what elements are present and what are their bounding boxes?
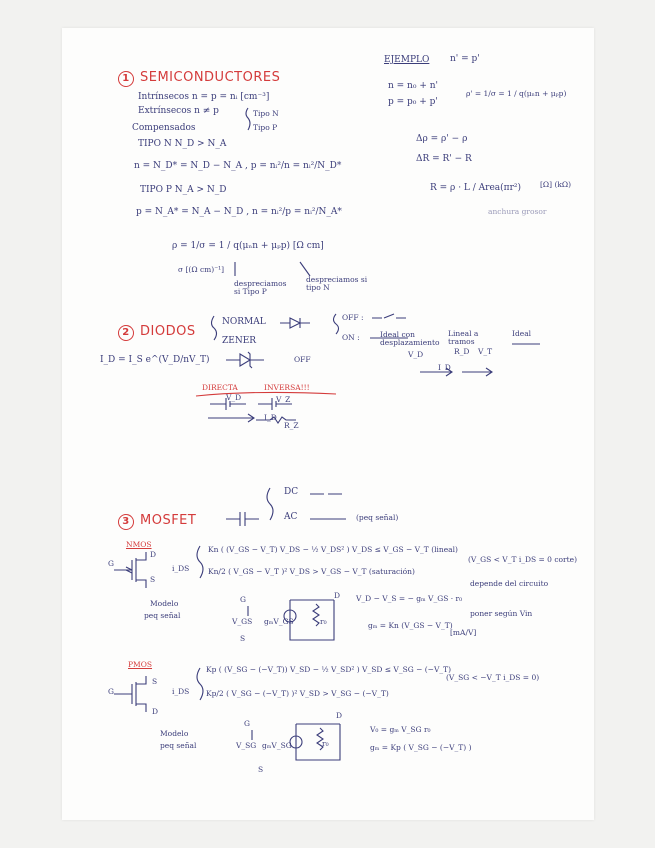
pmos-gm-eq: gₘ = Kp ( V_SG − (−V_T) ) <box>370 743 472 752</box>
nmos-gm-eq: gₘ = Kn (V_GS − V_T) <box>368 621 453 630</box>
tipo-n-equation: n = N_D* = N_D − N_A , p = nᵢ²/n = nᵢ²/N_D* <box>134 161 342 171</box>
tipo-n-label: Tipo N <box>253 109 279 118</box>
section-mosfet-title: 3 MOSFET <box>118 514 196 530</box>
nmos-g: G <box>108 559 114 568</box>
extrinsecos-line: Extrínsecos n ≠ p <box>138 106 219 116</box>
nmos-gm-units: [mA/V] <box>450 628 477 637</box>
pmos-corte: (V_SG < −V_T i_DS = 0) <box>446 673 540 682</box>
diodo-on-label: ON : <box>342 333 360 342</box>
tipo-n-cond: TIPO N N_D > N_A <box>138 139 227 149</box>
ideal-desplazamiento-label: Ideal con desplazamiento <box>380 330 440 347</box>
mosfet-peq-label: (peq señal) <box>356 513 399 522</box>
nmos-model-g: G <box>240 595 246 604</box>
mosfet-ac-label: AC <box>284 512 298 522</box>
anchura-note: anchura grosor <box>488 207 547 216</box>
ejercicio-p-eq: p = p₀ + p' <box>388 97 438 107</box>
pmos-model-g: G <box>244 719 250 728</box>
nmos-modelo-label: Modelo <box>150 599 179 608</box>
compensados-label: Compensados <box>132 123 196 133</box>
pmos-gain-eq: V₀ = gₘ V_SG r₀ <box>370 725 431 734</box>
directa-id-label: I_D <box>264 413 277 422</box>
diode-current-equation: I_D = I_S e^(V_D/nV_T) <box>100 355 210 365</box>
directa-vd-label: V_D <box>226 393 242 402</box>
pmos-vsg-label: V_SG <box>236 741 257 750</box>
nmos-vgs-label: V_GS <box>232 617 253 626</box>
sigma-units: σ [(Ω cm)⁻¹] <box>178 265 225 274</box>
directa-label: DIRECTA <box>202 383 238 392</box>
pmos-lineal-eq: Kp ( (V_SG − (−V_T)) V_SD − ½ V_SD² ) V_SD ≤ V_SG − (−V_T) <box>206 665 452 674</box>
resistivity-equation: ρ = 1/σ = 1 / q(μₙn + μₚp) [Ω cm] <box>172 241 324 251</box>
inversa-rz-label: R_Z <box>284 421 299 430</box>
despreciamos-n-note: despreciamos si tipo N <box>306 275 368 293</box>
nmos-label: NMOS <box>126 540 152 549</box>
diodo-vt-label: V_T <box>478 347 493 356</box>
nmos-d: D <box>150 550 157 559</box>
tipo-p-cond: TIPO P N_A > N_D <box>140 185 227 195</box>
intrinsecos-line: Intrínsecos n = p = nᵢ [cm⁻³] <box>138 92 270 102</box>
nmos-lineal-eq: Kn ( (V_GS − V_T) V_DS − ½ V_DS² ) V_DS ≤ V_GS − V_T (lineal) <box>208 545 458 554</box>
ejercicio-r-eq: R = ρ · L / Area(πr²) <box>430 183 521 193</box>
nmos-gm-source-label: gₘV_GS <box>264 617 294 626</box>
diodo-vd-label: V_D <box>408 350 424 359</box>
ejercicio-rho-eq: ρ' = 1/σ = 1 / q(μₙn + μₚp) <box>466 89 567 98</box>
pmos-d: D <box>152 707 159 716</box>
nmos-s: S <box>150 575 156 584</box>
tipo-p-equation: p = N_A* = N_A − N_D , n = nᵢ²/p = nᵢ²/N_A* <box>136 207 342 217</box>
section-diodos-title: 2 DIODOS <box>118 325 196 341</box>
pmos-peq-senal-label: peq señal <box>160 741 197 750</box>
nmos-model-d: D <box>334 591 341 600</box>
pmos-r0-label: r₀ <box>322 739 329 748</box>
nmos-r0-label: r₀ <box>320 617 327 626</box>
diodo-off-label: OFF : <box>342 313 364 322</box>
nmos-sat-eq: Kn/2 ( V_GS − V_T )² V_DS > V_GS − V_T (saturación) <box>208 567 415 576</box>
nmos-gain-eq: V_D − V_S = − gₘ V_GS · r₀ <box>356 594 463 603</box>
pmos-g: G <box>108 687 114 696</box>
nmos-model-s: S <box>240 634 246 643</box>
pmos-label: PMOS <box>128 660 153 669</box>
pmos-model-s: S <box>258 765 264 774</box>
diodo-normal-label: NORMAL <box>222 317 266 327</box>
nmos-ids-label: i_DS <box>172 564 190 573</box>
diodo-zener-label: ZENER <box>222 336 257 346</box>
nmos-corte: (V_GS < V_T i_DS = 0 corte) <box>468 555 578 564</box>
poner-note: poner según Vin <box>470 609 533 618</box>
lineal-tramos-label: Lineal a tramos <box>448 329 479 346</box>
ejercicio-delta-r: ΔR = R' − R <box>416 154 472 164</box>
diodo-ro-label: R_D <box>454 347 470 356</box>
diodo-id-label: I_D <box>438 363 451 372</box>
mosfet-dc-label: DC <box>284 487 299 497</box>
ejercicio-relation: n' = p' <box>450 54 480 64</box>
despreciamos-p-note: despreciamos si Tipo P <box>234 279 287 297</box>
zener-off-label: OFF <box>294 355 311 364</box>
section-semiconductores-title: 1 SEMICONDUCTORES <box>118 71 280 87</box>
pmos-modelo-label: Modelo <box>160 729 189 738</box>
ideal-label: Ideal <box>512 329 532 338</box>
tipo-p-label: Tipo P <box>253 123 278 132</box>
depende-note: depende del circuito <box>470 579 549 588</box>
pmos-model-d: D <box>336 711 343 720</box>
ejercicio-title: EJEMPLO <box>384 55 430 65</box>
ejercicio-n-eq: n = n₀ + n' <box>388 81 438 91</box>
inversa-vz-label: V_Z <box>276 395 291 404</box>
pmos-gm-source-label: gₘV_SG <box>262 741 292 750</box>
pmos-s: S <box>152 677 158 686</box>
inversa-label: INVERSA!!! <box>264 383 310 392</box>
ejercicio-r-units: [Ω] (kΩ) <box>540 180 572 189</box>
ejercicio-delta-rho: Δρ = ρ' − ρ <box>416 134 468 144</box>
pmos-sat-eq: Kp/2 ( V_SG − (−V_T) )² V_SD > V_SG − (−V_T) <box>206 689 389 698</box>
pmos-ids-label: i_DS <box>172 687 190 696</box>
nmos-peq-senal-label: peq señal <box>144 611 181 620</box>
